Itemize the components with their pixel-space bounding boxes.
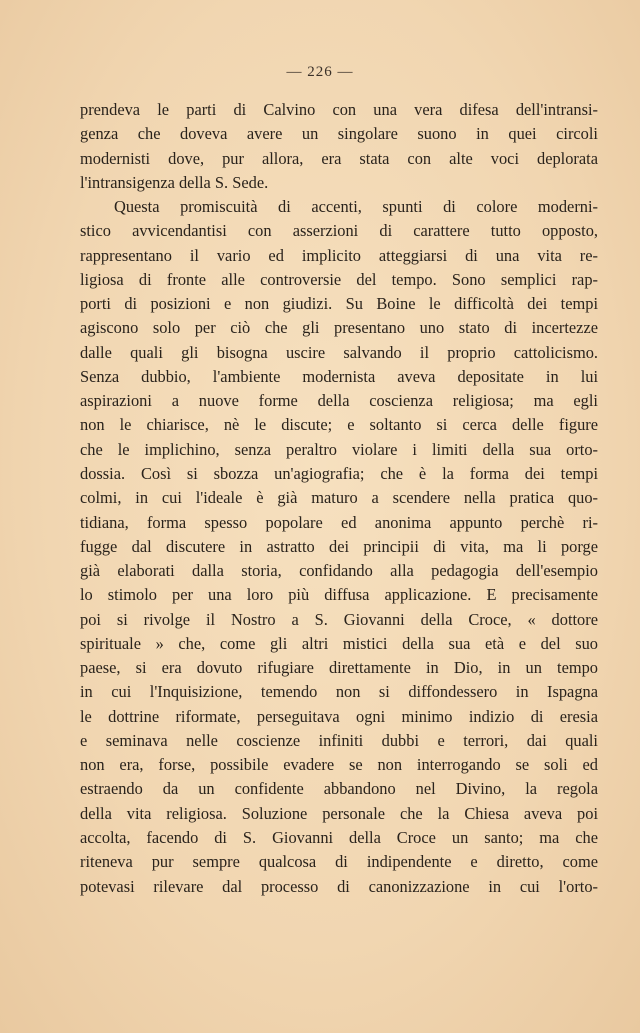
text-line: Senza dubbio, l'ambiente modernista aveva depositate in lui — [80, 366, 598, 386]
text-line: spirituale » che, come gli altri mistici della sua età e del suo — [80, 633, 598, 653]
text-line: agiscono solo per ciò che gli presentano uno stato di incertezze — [80, 318, 598, 338]
text-line: l'intransigenza della S. Sede. — [80, 172, 269, 192]
text-line: lo stimolo per una loro più diffusa applicazione. E precisamente — [80, 585, 598, 605]
text-line: fugge dal discutere in astratto dei principii di vita, ma li porge — [80, 536, 598, 556]
text-line: non era, forse, possibile evadere se non interrogando se soli ed — [80, 755, 598, 775]
text-line: che le implichino, senza peraltro violare i limiti della sua orto- — [80, 439, 598, 459]
text-line: Questa promiscuità di accenti, spunti di colore moderni- — [114, 197, 598, 217]
text-line: porti di posizioni e non giudizi. Su Boine le difficoltà dei tempi — [80, 294, 598, 314]
text-line: le dottrine riformate, perseguitava ogni minimo indizio di eresia — [80, 706, 598, 726]
paragraph-1 — [80, 98, 598, 195]
text-line: prendeva le parti di Calvino con una vera difesa dell'intransi- — [80, 100, 598, 119]
text-line: riteneva pur sempre qualcosa di indipendente e diretto, come — [80, 852, 598, 872]
text-line: ligiosa di fronte alle controversie del tempo. Sono semplici rap- — [80, 269, 598, 289]
text-line: colmi, in cui l'ideale è già maturo a scendere nella pratica quo- — [80, 488, 598, 508]
text-line: e seminava nelle coscienze infiniti dubbi e terrori, dai quali — [80, 730, 598, 750]
text-line: poi si rivolge il Nostro a S. Giovanni della Croce, « dottore — [80, 609, 598, 629]
text-line: tidiana, forma spesso popolare ed anonima appunto perchè ri- — [80, 512, 598, 532]
text-line: non le chiarisce, nè le discute; e soltanto si cerca delle figure — [80, 415, 598, 435]
page-number: — 226 — — [286, 64, 354, 80]
text-line: in cui l'Inquisizione, temendo non si diffondessero in Ispagna — [80, 682, 598, 702]
text-line: già elaborati dalla storia, confidando alla pedagogia dell'esempio — [80, 561, 598, 581]
text-line: stico avvicendantisi con asserzioni di carattere tutto opposto, — [80, 221, 598, 241]
text-line: genza che doveva avere un singolare suono in quei circoli — [80, 124, 598, 144]
paragraph-2 — [80, 195, 598, 899]
text-line: dossia. Così si sbozza un'agiografia; che è la forma dei tempi — [80, 463, 598, 483]
text-line: modernisti dove, pur allora, era stata con alte voci deplorata — [80, 148, 598, 168]
text-line: della vita religiosa. Soluzione personale che la Chiesa aveva poi — [80, 803, 598, 823]
text-line: paese, si era dovuto rifugiare direttamente in Dio, in un tempo — [80, 658, 598, 678]
text-line: accolta, facendo di S. Giovanni della Croce un santo; ma che — [80, 827, 598, 847]
text-line: aspirazioni a nuove forme della coscienza religiosa; ma egli — [80, 391, 598, 411]
text-line: dalle quali gli bisogna uscire salvando il proprio cattolicismo. — [80, 342, 598, 362]
text-line: potevasi rilevare dal processo di canonizzazione in cui l'orto- — [80, 876, 598, 896]
text-line: estraendo da un confidente abbandono nel Divino, la regola — [80, 779, 598, 799]
body-text — [80, 98, 598, 899]
text-line: rappresentano il vario ed implicito atteggiarsi di una vita re- — [80, 245, 598, 265]
